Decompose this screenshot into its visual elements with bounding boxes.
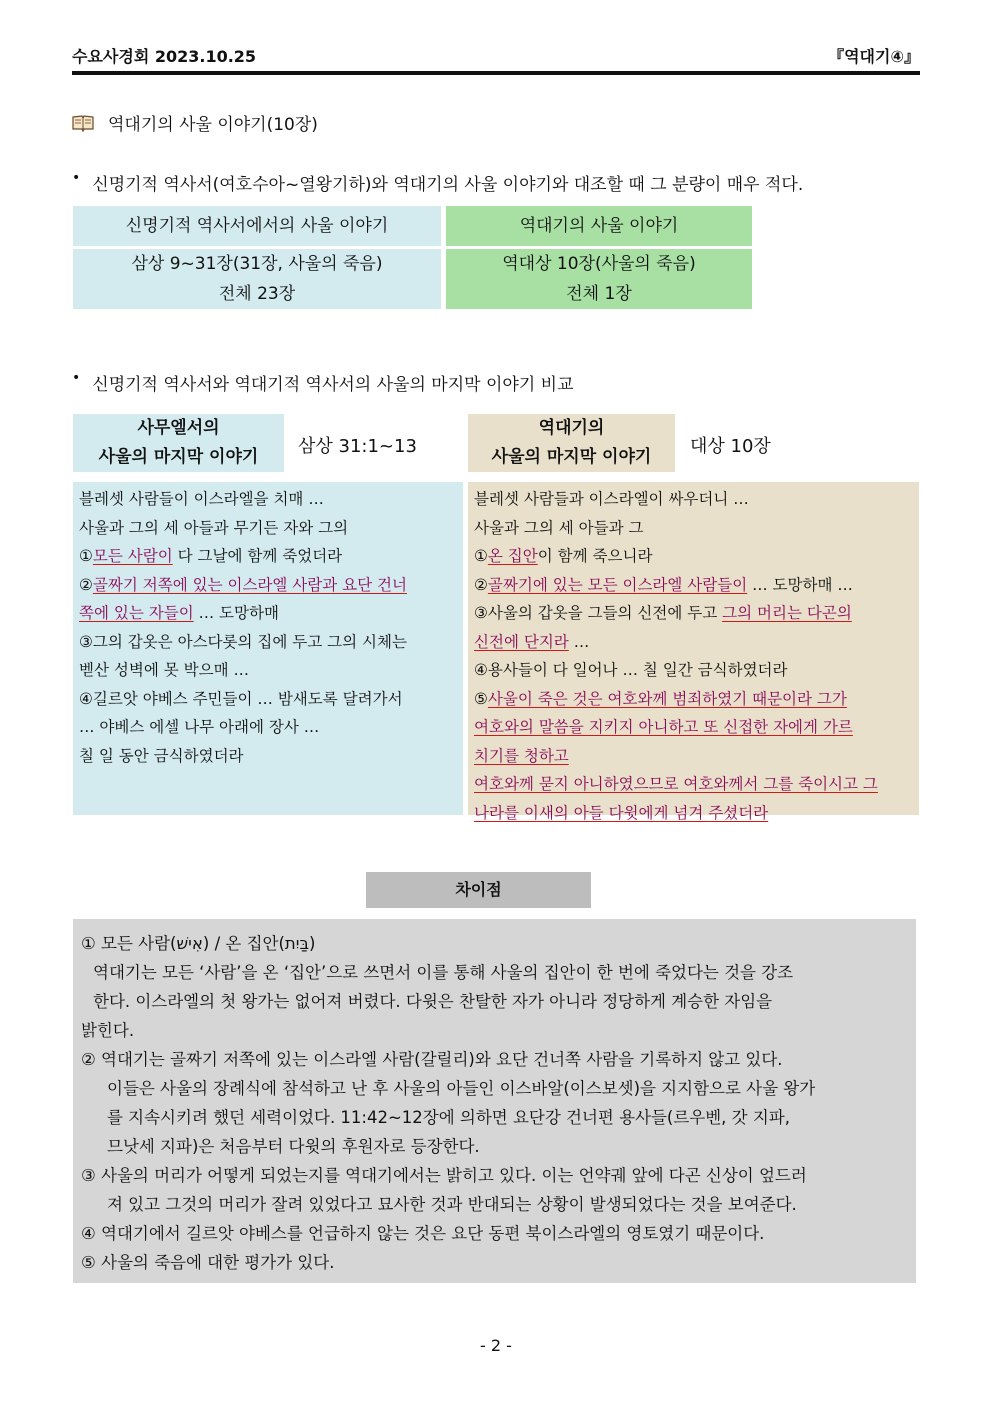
header-rule — [72, 71, 920, 75]
text-line: 블레셋 사람들과 이스라엘이 싸우더니 … — [474, 490, 749, 508]
text-line: … 야베스 에셀 나무 아래에 장사 … — [79, 718, 320, 736]
book-icon — [72, 114, 94, 132]
text-segment: … — [568, 632, 590, 651]
underlined-phrase: 사울이 죽은 것은 여호와께 범죄하였기 때문이라 그가 — [487, 689, 847, 708]
text-line: ④용사들이 다 일어나 … 칠 일간 금식하였더라 — [474, 661, 788, 679]
num: ⑤ — [474, 689, 488, 708]
differences-title: 차이점 — [366, 872, 591, 908]
hebrew-word: בַּיִת — [284, 934, 309, 953]
samuel-label-line1: 사무엘서의 — [137, 418, 220, 438]
diff-item-4: ④ 역대기에서 길르앗 야베스를 언급하지 않는 것은 요단 동편 북이스라엘의 영토였기 때문이다. — [81, 1224, 765, 1243]
samuel-text — [73, 482, 463, 815]
text-line: 칠 일 동안 금식하였더라 — [79, 746, 244, 765]
text-line — [474, 713, 913, 742]
underlined-phrase: 모든 사람이 — [92, 547, 173, 565]
text-line — [474, 799, 913, 828]
text-line: ③그의 갑옷은 아스다롯의 집에 두고 그의 시체는 — [79, 632, 407, 651]
text-segment: ③사울의 갑옷을 그들의 신전에 두고 — [474, 604, 723, 622]
bullet-item-2 — [72, 370, 574, 395]
underlined-phrase: 여호와께 묻지 아니하였으므로 여호와께서 그를 죽이시고 그 — [474, 775, 878, 793]
num: ② — [474, 575, 488, 594]
bullet-text: 신명기적 역사서(여호수아~열왕기하)와 역대기의 사울 이야기와 대조할 때 그 분량이 매우 적다. — [92, 175, 804, 195]
underlined-phrase: 나라를 이새의 아들 다윗에게 넘겨 주셨더라 — [474, 803, 769, 822]
chronicles-label — [468, 414, 675, 472]
samuel-ref: 삼상 31:1~13 — [298, 436, 417, 457]
table1-col1-header: 신명기적 역사서에서의 사울 이야기 — [73, 206, 441, 246]
text-line — [474, 770, 913, 799]
diff-text: 져 있고 그것의 머리가 잘려 있었다고 묘사한 것과 반대되는 상황이 발생되었다는 것을 보여준다. — [107, 1195, 797, 1214]
header-left: 수요사경회 2023.10.25 — [72, 47, 257, 66]
text-line — [79, 571, 457, 600]
text-line — [474, 628, 913, 657]
chronicles-text — [468, 482, 919, 822]
text-segment: 다 그날에 함께 죽었더라 — [172, 547, 343, 565]
text-line — [474, 599, 913, 628]
underlined-phrase: 신전에 단지라 — [474, 632, 569, 651]
chronicles-ref: 대상 10장 — [690, 436, 771, 457]
text-line: 사울과 그의 세 아들과 무기든 자와 그의 — [79, 518, 349, 537]
text-line — [474, 542, 913, 571]
table1-col1-body — [73, 249, 441, 309]
text-line — [79, 542, 457, 571]
table1-col1-line2: 전체 23장 — [218, 284, 296, 304]
table1-col2-line1: 역대상 10장(사울의 죽음) — [502, 254, 696, 274]
differences-box — [73, 919, 916, 1283]
samuel-label-line2: 사울의 마지막 이야기 — [98, 447, 259, 467]
num: ② — [79, 575, 93, 594]
section-title-text: 역대기의 사울 이야기(10장) — [108, 115, 318, 135]
text-line — [79, 599, 457, 628]
underlined-phrase: 온 집안 — [487, 547, 538, 565]
num: ① — [79, 547, 93, 565]
underlined-phrase: 골짜기에 있는 모든 이스라엘 사람들이 — [487, 575, 748, 594]
section-title — [72, 110, 318, 135]
text-line — [474, 685, 913, 714]
diff-item-2-head: ② 역대기는 골짜기 저쪽에 있는 이스라엘 사람(갈릴리)와 요단 건너쪽 사람을 기록하지 않고 있다. — [81, 1050, 783, 1069]
text-segment: ) — [308, 934, 316, 953]
diff-text: 역대기는 모든 ‘사람’을 온 ‘집안’으로 쓰면서 이를 통해 사울의 집안이 한 번에 죽었다는 것을 강조 — [93, 963, 794, 982]
text-line: 사울과 그의 세 아들과 그 — [474, 518, 644, 537]
underlined-phrase: 그의 머리는 다곤의 — [722, 604, 852, 622]
underlined-phrase: 골짜기 저쪽에 있는 이스라엘 사람과 요단 건너 — [92, 575, 407, 594]
underlined-phrase: 치기를 청하고 — [474, 746, 569, 765]
diff-text: 이들은 사울의 장례식에 참석하고 난 후 사울의 아들인 이스바알(이스보셋)을 지지함으로 사울 왕가 — [107, 1079, 816, 1098]
hebrew-word: אִישׁ — [176, 934, 203, 953]
bullet-dot: • — [72, 370, 81, 386]
table1-col2-header: 역대기의 사울 이야기 — [446, 206, 752, 246]
text-segment: ) / 온 집안( — [202, 934, 285, 953]
num: ① — [474, 547, 488, 565]
bullet-item-1 — [72, 170, 803, 195]
samuel-label — [73, 414, 284, 472]
table1-col2-body — [446, 249, 752, 309]
text-segment: ① 모든 사람( — [81, 934, 177, 953]
text-segment: … 도망하매 … — [747, 575, 853, 594]
chronicles-label-line1: 역대기의 — [538, 418, 605, 438]
bullet-dot: • — [72, 170, 81, 186]
header-right: 『역대기④』 — [828, 47, 920, 66]
page-number: - 2 - — [480, 1336, 512, 1355]
diff-text: 므낫세 지파)은 처음부터 다윗의 후원자로 등장한다. — [107, 1137, 480, 1156]
diff-text: 밝힌다. — [81, 1021, 135, 1040]
text-segment: 이 함께 죽으니라 — [537, 547, 653, 565]
table1-col1-line1: 삼상 9~31장(31장, 사울의 죽음) — [131, 254, 383, 274]
table1-col2-line2: 전체 1장 — [566, 284, 632, 304]
underlined-phrase: 쪽에 있는 자들이 — [79, 604, 194, 622]
bullet-text: 신명기적 역사서와 역대기적 역사서의 사울의 마지막 이야기 비교 — [92, 375, 574, 395]
diff-item-5: ⑤ 사울의 죽음에 대한 평가가 있다. — [81, 1253, 335, 1272]
text-line — [474, 742, 913, 771]
text-line: 블레셋 사람들이 이스라엘을 치매 … — [79, 490, 324, 508]
chronicles-label-line2: 사울의 마지막 이야기 — [491, 447, 652, 467]
text-line: ④길르앗 야베스 주민들이 … 밤새도록 달려가서 — [79, 689, 403, 708]
diff-text: 한다. 이스라엘의 첫 왕가는 없어져 버렸다. 다윗은 찬탈한 자가 아니라 정당하게 계승한 자임을 — [93, 992, 773, 1011]
diff-item-3-head: ③ 사울의 머리가 어떻게 되었는지를 역대기에서는 밝히고 있다. 이는 언약궤 앞에 다곤 신상이 엎드러 — [81, 1166, 807, 1185]
text-segment: … 도망하매 — [193, 604, 279, 622]
text-line — [474, 571, 913, 600]
text-line: 벧산 성벽에 못 박으매 … — [79, 661, 249, 679]
underlined-phrase: 여호와의 말씀을 지키지 아니하고 또 신접한 자에게 가르 — [474, 718, 853, 736]
diff-text: 를 지속시키려 했던 세력이었다. 11:42~12장에 의하면 요단강 건너편 용사들(르우벤, 갓 지파, — [107, 1108, 790, 1127]
diff-item-1-head — [81, 929, 910, 958]
